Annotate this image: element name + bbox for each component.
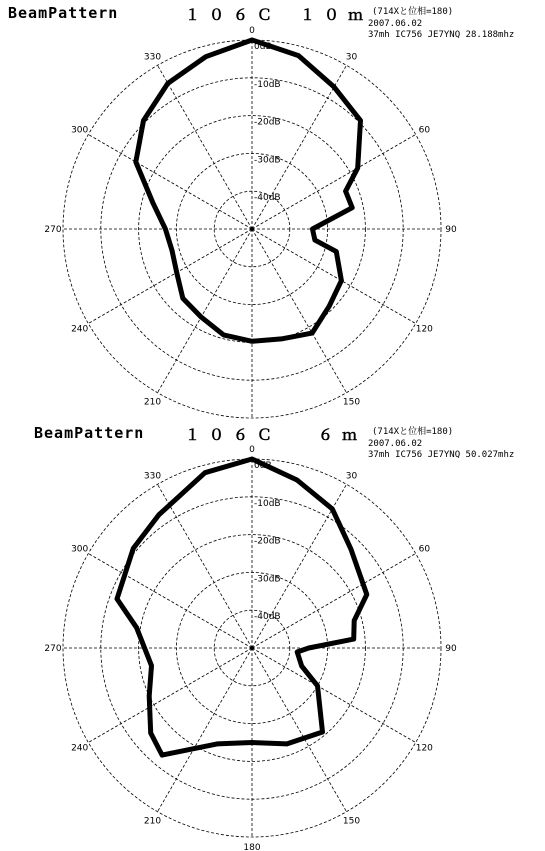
data-point [215, 742, 219, 746]
chart-title-main: BeamPattern [8, 4, 119, 22]
data-point [150, 200, 154, 204]
data-point [175, 270, 179, 274]
angle-tick-label: 240 [71, 743, 89, 754]
grid-spoke [252, 648, 416, 743]
data-point [285, 742, 289, 746]
polar-chart-10m [0, 0, 545, 420]
data-point [204, 54, 208, 58]
data-point [221, 333, 225, 337]
data-point [147, 694, 151, 698]
angle-tick-label: 270 [44, 644, 62, 654]
data-point [279, 337, 283, 341]
angle-tick-label: 120 [415, 743, 433, 754]
data-point [350, 206, 354, 210]
angle-tick-label: 180 [243, 843, 261, 851]
grid-spoke [158, 484, 253, 648]
angle-tick-label: 30 [345, 471, 358, 482]
chart-station: 37mh IC756 JE7YNQ 28.188mhz [368, 30, 515, 40]
data-point [356, 166, 360, 170]
angle-tick-label: 210 [143, 397, 162, 408]
data-point [330, 507, 334, 511]
data-point [313, 238, 317, 242]
data-point [300, 664, 304, 668]
grid-spoke [158, 648, 253, 812]
grid-spoke [88, 554, 252, 649]
chart-date: 2007.06.02 [368, 439, 423, 449]
data-point [250, 740, 254, 744]
chart-title-band: ６ｍ [318, 426, 367, 444]
data-point [339, 278, 343, 282]
radial-tick-label: -20dB [254, 117, 281, 128]
chart-note: (714Xと位相=180) [372, 427, 454, 437]
radial-tick-label: -20dB [254, 536, 281, 547]
radial-tick-label: -40dB [254, 193, 281, 204]
chart-title-model: １０６Ｃ [185, 6, 282, 24]
chart-date: 2007.06.02 [368, 19, 423, 29]
data-point [332, 85, 336, 89]
data-point [365, 592, 369, 596]
data-point [160, 753, 164, 757]
data-point [351, 637, 355, 641]
data-point [199, 315, 203, 319]
data-point [349, 547, 353, 551]
grid-spoke [252, 229, 347, 393]
data-point [334, 249, 338, 253]
chart-note: (714Xと位相=180) [372, 7, 454, 17]
angle-tick-label: 60 [418, 125, 431, 136]
data-point [343, 189, 347, 193]
beam-pattern-line [117, 459, 367, 755]
data-point [131, 546, 135, 550]
data-point [115, 597, 119, 601]
data-point [327, 304, 331, 308]
data-point [310, 227, 314, 231]
data-point [157, 513, 161, 517]
radial-tick-label: -40dB [254, 612, 281, 623]
data-point [149, 664, 153, 668]
beam-pattern-panel-10m [0, 0, 545, 420]
grid-spoke [88, 648, 252, 743]
chart-title-main: BeamPattern [34, 424, 145, 442]
radial-tick-label: -30dB [254, 155, 281, 166]
angle-tick-label: 60 [418, 544, 431, 555]
data-point [307, 646, 311, 650]
data-point [166, 81, 170, 85]
data-point [250, 38, 254, 42]
data-point [163, 227, 167, 231]
data-point [315, 684, 319, 688]
data-point [296, 53, 300, 57]
grid-spoke [252, 648, 347, 812]
angle-tick-label: 210 [143, 816, 162, 827]
chart-title-model: １０６Ｃ [185, 426, 282, 444]
angle-tick-label: 150 [342, 816, 361, 827]
data-point [170, 248, 174, 252]
angle-tick-label: 0 [249, 26, 255, 36]
data-point [295, 478, 299, 482]
grid-spoke [158, 65, 253, 229]
data-point [141, 118, 145, 122]
angle-tick-label: 30 [345, 52, 358, 63]
data-point [310, 331, 314, 335]
data-point [320, 730, 324, 734]
chart-station: 37mh IC756 JE7YNQ 50.027mhz [368, 450, 515, 460]
data-point [295, 650, 299, 654]
data-point [250, 339, 254, 343]
polar-chart-6m [0, 420, 545, 851]
angle-tick-label: 90 [445, 644, 457, 654]
angle-tick-label: 330 [143, 52, 162, 63]
center-dot [250, 227, 254, 231]
data-point [203, 471, 207, 475]
grid-spoke [252, 229, 416, 324]
grid-spoke [88, 135, 252, 230]
data-point [181, 296, 185, 300]
data-point [134, 160, 138, 164]
beam-pattern-panel-6m [0, 420, 545, 851]
angle-tick-label: 0 [249, 445, 255, 455]
data-point [358, 118, 362, 122]
center-dot [250, 646, 254, 650]
grid-spoke [252, 554, 416, 649]
angle-tick-label: 90 [445, 225, 457, 235]
data-point [148, 731, 152, 735]
beam-pattern-line [136, 40, 361, 341]
angle-tick-label: 240 [71, 324, 89, 335]
angle-tick-label: 330 [143, 471, 162, 482]
angle-tick-label: 300 [71, 125, 89, 136]
radial-tick-label: -10dB [254, 498, 281, 509]
data-point [134, 625, 138, 629]
angle-tick-label: 300 [71, 544, 89, 555]
grid-spoke [252, 65, 347, 229]
radial-tick-label: -10dB [254, 79, 281, 90]
radial-tick-label: 0dB [254, 42, 272, 52]
radial-tick-label: 0dB [254, 461, 272, 471]
angle-tick-label: 150 [342, 397, 361, 408]
radial-tick-label: -30dB [254, 574, 281, 585]
angle-tick-label: 270 [44, 225, 62, 235]
chart-title-band: １０ｍ [300, 6, 373, 24]
data-point [352, 618, 356, 622]
angle-tick-label: 120 [415, 324, 433, 335]
data-point [250, 457, 254, 461]
